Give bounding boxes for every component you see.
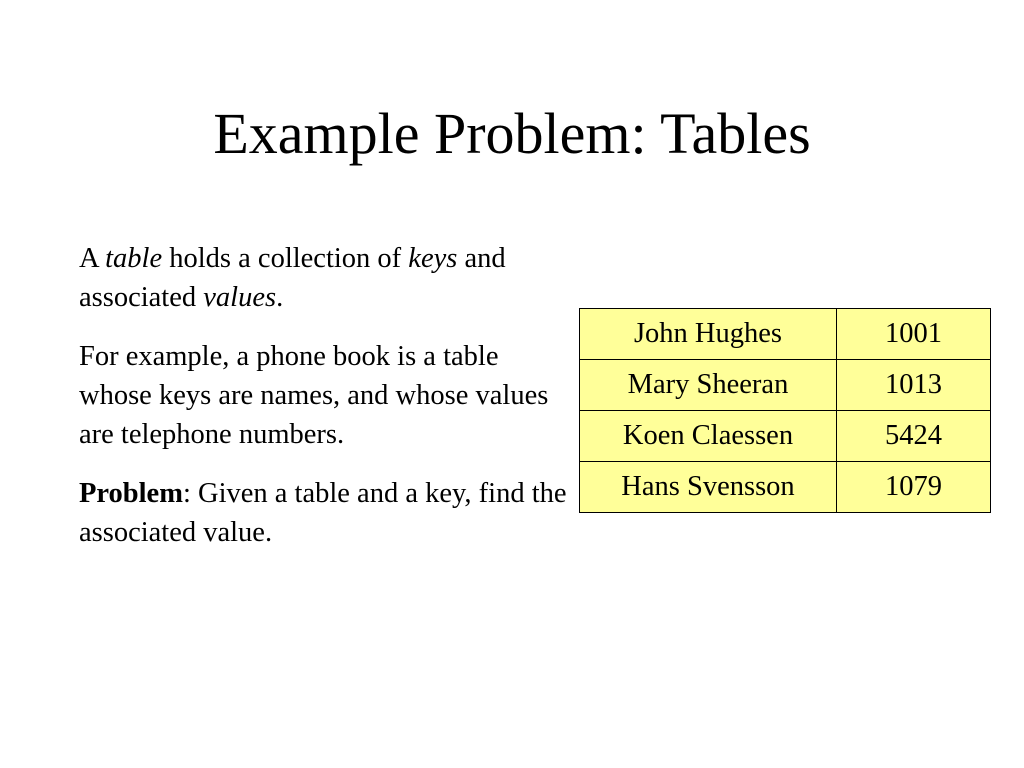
name-cell: Hans Svensson xyxy=(580,462,837,513)
number-cell: 5424 xyxy=(837,411,991,462)
number-cell: 1013 xyxy=(837,360,991,411)
example-paragraph: For example, a phone book is a table whose keys are names, and whose values are telephone numbers. xyxy=(79,341,549,450)
name-cell: Koen Claessen xyxy=(580,411,837,462)
number-cell: 1001 xyxy=(837,309,991,360)
definition-text-4: . xyxy=(276,282,284,313)
definition-text-1: A xyxy=(79,243,106,274)
name-cell: John Hughes xyxy=(580,309,837,360)
phone-book-table xyxy=(579,308,991,513)
problem-paragraph xyxy=(79,474,569,552)
name-cell: Mary Sheeran xyxy=(580,360,837,411)
definition-text-2: holds a collection of xyxy=(162,243,409,274)
problem-label: Problem xyxy=(79,478,183,509)
table-row xyxy=(580,309,991,360)
table-row xyxy=(580,411,991,462)
slide-title: Example Problem: Tables xyxy=(213,101,811,166)
table-term: table xyxy=(105,243,163,274)
problem-text: : Given a table and a key, find the associated value. xyxy=(79,478,567,548)
table-row xyxy=(580,360,991,411)
values-term: values xyxy=(203,282,277,313)
definition-paragraph xyxy=(79,239,569,317)
number-cell: 1079 xyxy=(837,462,991,513)
definition-text-3: and associated xyxy=(79,243,506,313)
body-text xyxy=(79,239,569,572)
table-row xyxy=(580,462,991,513)
keys-term: keys xyxy=(408,243,458,274)
